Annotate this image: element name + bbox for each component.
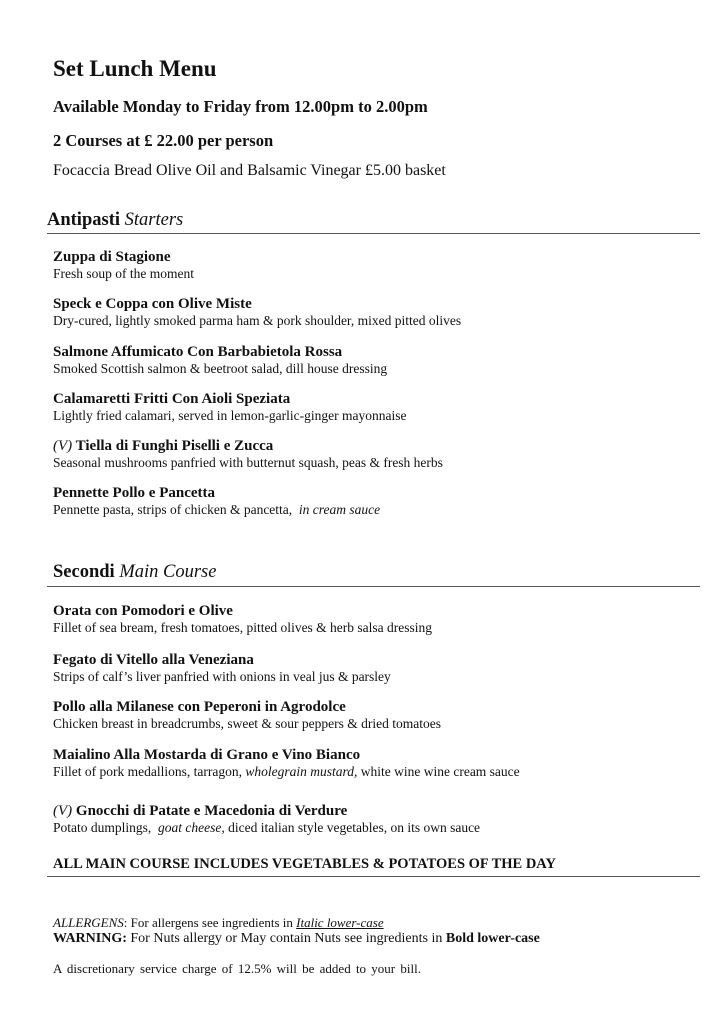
allergens-line	[53, 915, 384, 931]
set-price: 2 Courses at £ 22.00 per person	[53, 131, 274, 150]
item-name-text: Speck e Coppa con Olive Miste	[53, 296, 252, 312]
item-name-text: Calamaretti Fritti Con Aioli Speziata	[53, 391, 291, 407]
item-description	[53, 820, 480, 836]
menu-item	[53, 652, 391, 685]
menu-item	[53, 603, 432, 636]
description-text: Lightly fried calamari, served in lemon-garlic-ginger mayonnaise	[53, 408, 407, 423]
item-description	[53, 716, 441, 732]
item-name	[53, 747, 520, 764]
allergen-ingredient: wholegrain mustard,	[245, 764, 358, 779]
warning-style: Bold lower-case	[445, 931, 540, 946]
allergens-label: ALLERGENS	[53, 915, 124, 930]
item-name	[53, 438, 443, 455]
item-description	[53, 266, 194, 282]
divider	[47, 876, 700, 877]
heading-en: Starters	[124, 210, 184, 230]
description-text: Smoked Scottish salmon & beetroot salad, dill house dressing	[53, 361, 388, 376]
description-text: Fillet of pork medallions, tarragon,	[53, 764, 246, 779]
mains-heading	[53, 562, 216, 583]
mains-note: ALL MAIN COURSE INCLUDES VEGETABLES & POTATOES OF THE DAY	[53, 856, 556, 872]
service-charge: A discretionary service charge of 12.5% will be added to your bill.	[53, 961, 421, 976]
allergens-text: : For allergens see ingredients in	[123, 915, 297, 930]
menu-item	[53, 485, 380, 518]
warning-label: WARNING:	[53, 931, 127, 946]
item-name	[53, 485, 380, 502]
divider	[47, 233, 700, 234]
heading-it: Secondi	[53, 562, 115, 582]
description-text: Dry-cured, lightly smoked parma ham & pork shoulder, mixed pitted olives	[53, 313, 462, 328]
vegetarian-marker: (V)	[53, 803, 73, 819]
divider	[47, 586, 700, 587]
description-text: Strips of calf’s liver panfried with onions in veal jus & parsley	[53, 669, 391, 684]
item-name-text: Tiella di Funghi Piselli e Zucca	[75, 438, 274, 454]
warning-line	[53, 931, 540, 947]
allergen-ingredient: in cream sauce	[298, 502, 381, 517]
description-text: Pennette pasta, strips of chicken & pancetta,	[53, 502, 299, 517]
menu-item	[53, 296, 461, 329]
description-text: Seasonal mushrooms panfried with butternut squash, peas & fresh herbs	[53, 455, 443, 470]
item-name-text: Zuppa di Stagione	[53, 249, 171, 265]
starters-heading	[47, 210, 183, 231]
bread-offer: Focaccia Bread Olive Oil and Balsamic Vinegar £5.00 basket	[53, 162, 446, 179]
item-name	[53, 603, 432, 620]
heading-it: Antipasti	[47, 210, 120, 230]
menu-item	[53, 438, 443, 471]
item-description	[53, 620, 432, 636]
menu-item	[53, 249, 194, 282]
item-name-text: Pennette Pollo e Pancetta	[53, 485, 216, 501]
description-text: diced italian style vegetables, on its own sauce	[224, 820, 481, 835]
heading-en: Main Course	[119, 562, 217, 582]
item-name-text: Pollo alla Milanese con Peperoni in Agrodolce	[53, 699, 346, 715]
menu-item	[53, 344, 387, 377]
item-name-text: Fegato di Vitello alla Veneziana	[53, 652, 254, 668]
item-description	[53, 764, 520, 780]
item-name-text: Orata con Pomodori e Olive	[53, 603, 233, 619]
warning-text: For Nuts allergy or May contain Nuts see ingredients in	[126, 931, 446, 946]
description-text: white wine wine cream sauce	[357, 764, 520, 779]
description-text: Fresh soup of the moment	[53, 266, 194, 281]
item-name	[53, 803, 480, 820]
description-text: Potato dumplings,	[53, 820, 159, 835]
item-description	[53, 455, 443, 471]
item-name	[53, 699, 441, 716]
item-description	[53, 313, 461, 329]
description-text: Fillet of sea bream, fresh tomatoes, pitted olives & herb salsa dressing	[53, 620, 433, 635]
allergens-style: Italic lower-case	[296, 915, 384, 930]
item-description	[53, 361, 387, 377]
description-text: Chicken breast in breadcrumbs, sweet & sour peppers & dried tomatoes	[53, 716, 442, 731]
item-name	[53, 344, 387, 361]
item-name-text: Maialino Alla Mostarda di Grano e Vino Bianco	[53, 747, 361, 763]
menu-item	[53, 803, 480, 836]
item-name	[53, 391, 407, 408]
item-description	[53, 502, 380, 518]
menu-item	[53, 391, 407, 424]
item-name-text: Salmone Affumicato Con Barbabietola Rossa	[53, 344, 343, 360]
vegetarian-marker: (V)	[53, 438, 73, 454]
item-name	[53, 296, 461, 313]
item-description	[53, 408, 407, 424]
availability: Available Monday to Friday from 12.00pm to 2.00pm	[53, 97, 428, 116]
item-name-text: Gnocchi di Patate e Macedonia di Verdure	[75, 803, 348, 819]
item-description	[53, 669, 391, 685]
menu-item	[53, 699, 441, 732]
page-title: Set Lunch Menu	[53, 56, 217, 81]
menu-item	[53, 747, 520, 780]
item-name	[53, 652, 391, 669]
allergen-ingredient: goat cheese,	[158, 820, 225, 835]
item-name	[53, 249, 194, 266]
